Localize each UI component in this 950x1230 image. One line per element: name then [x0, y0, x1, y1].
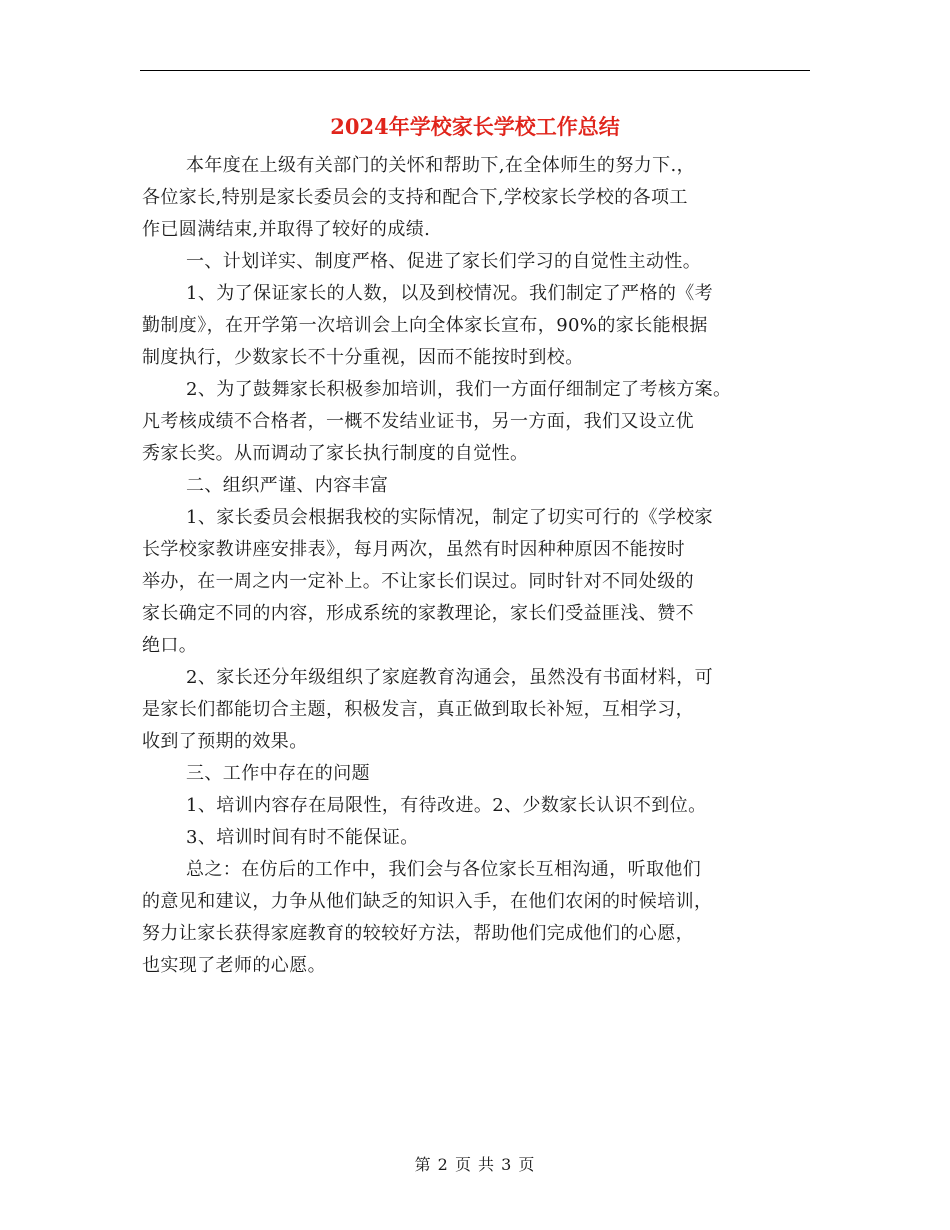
- paragraph-line: 制度执行，少数家长不十分重视，因而不能按时到校。: [142, 347, 584, 368]
- paragraph-line: 秀家长奖。从而调动了家长执行制度的自觉性。: [142, 443, 529, 464]
- section-heading: 一、计划详实、制度严格、促进了家长们学习的自觉性主动性。: [186, 251, 702, 272]
- section-heading: 三、工作中存在的问题: [186, 763, 370, 784]
- paragraph-line: 作已圆满结束,并取得了较好的成绩.: [142, 219, 431, 240]
- paragraph-line: 努力让家长获得家庭教育的较较好方法，帮助他们完成他们的心愿，: [142, 923, 694, 944]
- paragraph-line: 1、为了保证家长的人数，以及到校情况。我们制定了严格的《考: [186, 283, 714, 304]
- document-body: [142, 150, 832, 982]
- paragraph-line: 2、家长还分年级组织了家庭教育沟通会，虽然没有书面材料，可: [186, 667, 714, 688]
- paragraph-line: 凡考核成绩不合格者，一概不发结业证书，另一方面，我们又设立优: [142, 411, 694, 432]
- section-heading: 二、组织严谨、内容丰富: [186, 475, 389, 496]
- paragraph-line: 3、培训时间有时不能保证。: [186, 827, 419, 848]
- paragraph-line: 2、为了鼓舞家长积极参加培训，我们一方面仔细制定了考核方案。: [186, 379, 732, 400]
- paragraph-line: 本年度在上级有关部门的关怀和帮助下,在全体师生的努力下.，: [186, 155, 696, 176]
- paragraph-line: 的意见和建议，力争从他们缺乏的知识入手，在他们农闲的时候培训，: [142, 891, 713, 912]
- document-title: 2024年学校家长学校工作总结: [330, 114, 620, 139]
- header-rule: [140, 70, 810, 71]
- page-number: 第 2 页 共 3 页: [414, 1155, 536, 1174]
- paragraph-line: 绝口。: [142, 635, 198, 656]
- paragraph-line: 举办，在一周之内一定补上。不让家长们误过。同时针对不同处级的: [142, 571, 694, 592]
- paragraph-line: 勤制度》，在开学第一次培训会上向全体家长宣布，90%的家长能根据: [142, 315, 708, 336]
- paragraph-line: 是家长们都能切合主题，积极发言，真正做到取长补短，互相学习，: [142, 699, 694, 720]
- paragraph-line: 长学校家教讲座安排表》，每月两次，虽然有时因种种原因不能按时: [142, 539, 685, 560]
- paragraph-line: 1、家长委员会根据我校的实际情况，制定了切实可行的《学校家: [186, 507, 714, 528]
- paragraph-line: 家长确定不同的内容，形成系统的家教理论，家长们受益匪浅、赞不: [142, 603, 694, 624]
- paragraph-line: 收到了预期的效果。: [142, 731, 308, 752]
- paragraph-line: 1、培训内容存在局限性，有待改进。2、少数家长认识不到位。: [186, 795, 707, 816]
- paragraph-line: 总之：在仿后的工作中，我们会与各位家长互相沟通，听取他们: [186, 859, 702, 880]
- paragraph-line: 各位家长,特别是家长委员会的支持和配合下,学校家长学校的各项工: [142, 187, 688, 208]
- paragraph-line: 也实现了老师的心愿。: [142, 955, 326, 976]
